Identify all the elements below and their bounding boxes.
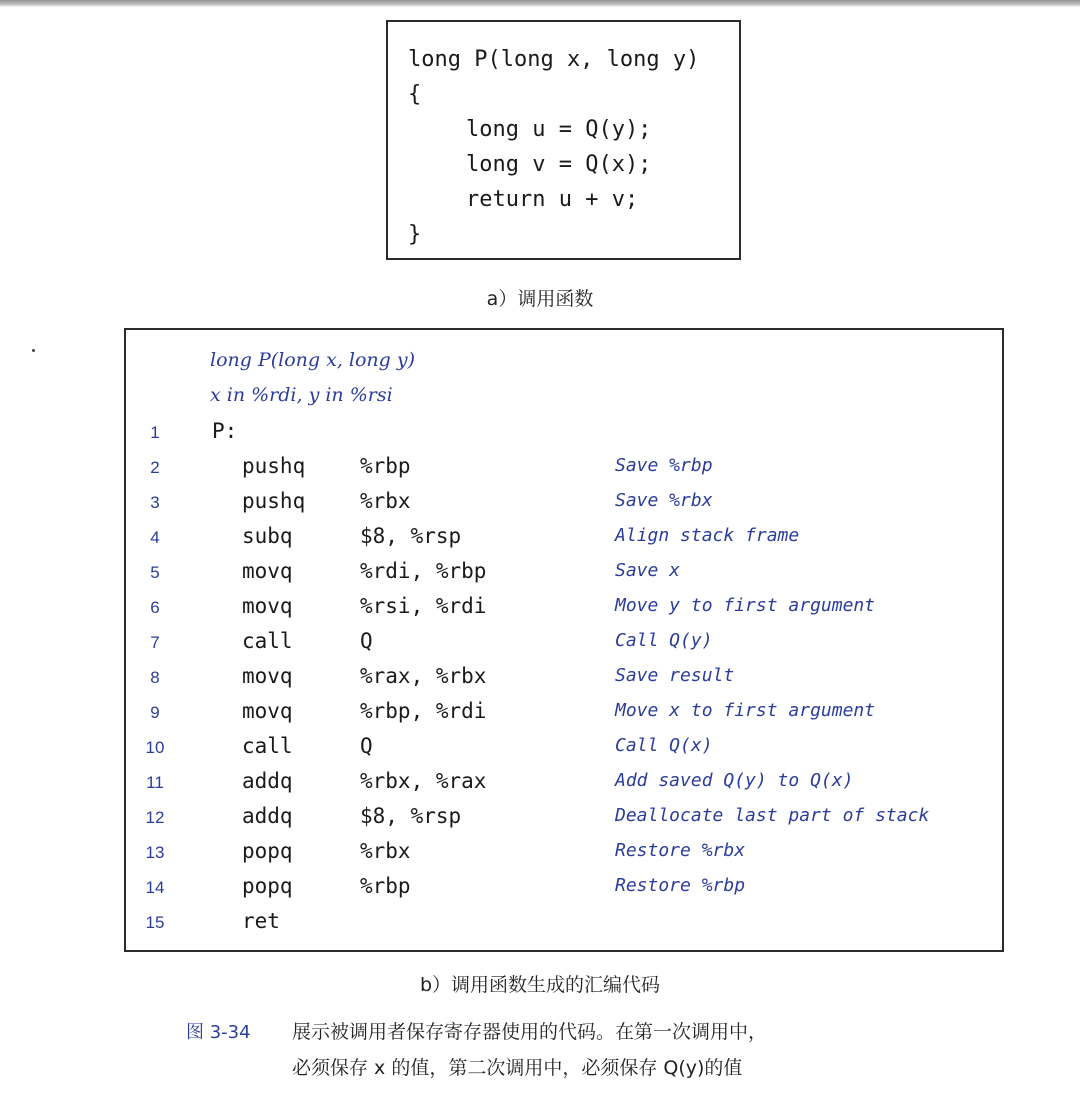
asm-line — [126, 559, 1002, 594]
asm-line — [126, 594, 1002, 629]
asm-line — [126, 804, 1002, 839]
asm-instruction: popq — [242, 874, 293, 898]
asm-header-signature: long P(long x, long y) — [210, 349, 416, 371]
page-top-edge — [0, 0, 1080, 7]
asm-instruction: subq — [242, 524, 293, 548]
asm-comment: Add saved Q(y) to Q(x) — [615, 770, 854, 791]
asm-line — [126, 454, 1002, 489]
code-line: long P(long x, long y) — [408, 47, 700, 72]
line-number: 13 — [145, 843, 165, 862]
code-line: { — [408, 82, 422, 107]
asm-header-registers: x in %rdi, y in %rsi — [210, 384, 393, 406]
code-line: } — [408, 222, 422, 247]
line-number: 15 — [145, 913, 165, 932]
line-number: 3 — [150, 493, 160, 512]
asm-comment: Save %rbp — [615, 455, 713, 476]
line-number: 4 — [150, 528, 160, 547]
asm-operands: Q — [360, 734, 373, 758]
assembly-box — [124, 328, 1004, 952]
asm-line — [126, 629, 1002, 664]
line-number: 11 — [146, 773, 164, 792]
figure-number: 图 3-34 — [186, 1022, 251, 1043]
line-number: 14 — [145, 878, 165, 897]
asm-operands: %rbp, %rdi — [360, 699, 487, 723]
asm-operands: $8, %rsp — [360, 804, 462, 828]
line-number: 6 — [150, 598, 160, 617]
asm-comment: Restore %rbx — [615, 840, 746, 861]
asm-line — [126, 769, 1002, 804]
line-number: 5 — [150, 563, 160, 582]
line-number: 7 — [150, 633, 160, 652]
asm-instruction: call — [242, 734, 293, 758]
line-number: 12 — [145, 808, 165, 827]
line-number: 10 — [145, 738, 165, 757]
asm-instruction: movq — [242, 664, 293, 688]
asm-operands: %rbp — [360, 454, 411, 478]
asm-line — [126, 699, 1002, 734]
asm-instruction: movq — [242, 699, 293, 723]
asm-line — [126, 874, 1002, 909]
asm-operands: Q — [360, 629, 373, 653]
asm-comment: Align stack frame — [615, 525, 800, 546]
asm-operands: %rbx — [360, 839, 411, 863]
asm-comment: Save result — [615, 665, 735, 686]
asm-instruction: movq — [242, 594, 293, 618]
asm-comment: Deallocate last part of stack — [615, 805, 930, 826]
asm-instruction: pushq — [242, 454, 306, 478]
asm-comment: Save %rbx — [615, 490, 713, 511]
line-number: 2 — [150, 458, 160, 477]
asm-line — [126, 909, 1002, 944]
line-number: 8 — [150, 668, 160, 687]
asm-comment: Call Q(y) — [615, 630, 713, 651]
asm-line — [126, 664, 1002, 699]
asm-comment: Move y to first argument — [615, 595, 876, 616]
asm-instruction: addq — [242, 769, 293, 793]
asm-line — [126, 524, 1002, 559]
asm-operands: %rbx — [360, 489, 411, 513]
figure-caption-line-1: 展示被调用者保存寄存器使用的代码。在第一次调用中， — [292, 1021, 768, 1043]
asm-label: P: — [212, 419, 238, 443]
asm-instruction: ret — [242, 909, 280, 933]
asm-comment: Move x to first argument — [615, 700, 876, 721]
asm-instruction: popq — [242, 839, 293, 863]
asm-operands: $8, %rsp — [360, 524, 462, 548]
caption-b: b）调用函数生成的汇编代码 — [419, 974, 661, 996]
asm-comment: Restore %rbp — [615, 875, 746, 896]
asm-operands: %rbp — [360, 874, 411, 898]
asm-instruction: addq — [242, 804, 293, 828]
code-line: return u + v; — [466, 187, 639, 212]
figure-caption-line-2: 必须保存 x 的值，第二次调用中，必须保存 Q(y)的值 — [292, 1057, 743, 1079]
code-line: long u = Q(y); — [466, 117, 652, 142]
asm-instruction: pushq — [242, 489, 306, 513]
code-line: long v = Q(x); — [466, 152, 652, 177]
asm-comment: Save x — [615, 560, 681, 581]
stray-dot — [32, 349, 35, 352]
asm-line — [126, 419, 1002, 454]
asm-instruction: movq — [242, 559, 293, 583]
asm-operands: %rbx, %rax — [360, 769, 487, 793]
asm-line — [126, 839, 1002, 874]
caption-a: a）调用函数 — [486, 288, 594, 310]
asm-instruction: call — [242, 629, 293, 653]
asm-operands: %rdi, %rbp — [360, 559, 487, 583]
line-number: 9 — [150, 703, 160, 722]
c-code-box — [386, 20, 741, 260]
asm-operands: %rsi, %rdi — [360, 594, 487, 618]
asm-line — [126, 489, 1002, 524]
line-number: 1 — [150, 423, 160, 442]
asm-comment: Call Q(x) — [615, 735, 713, 756]
asm-operands: %rax, %rbx — [360, 664, 487, 688]
asm-line — [126, 734, 1002, 769]
